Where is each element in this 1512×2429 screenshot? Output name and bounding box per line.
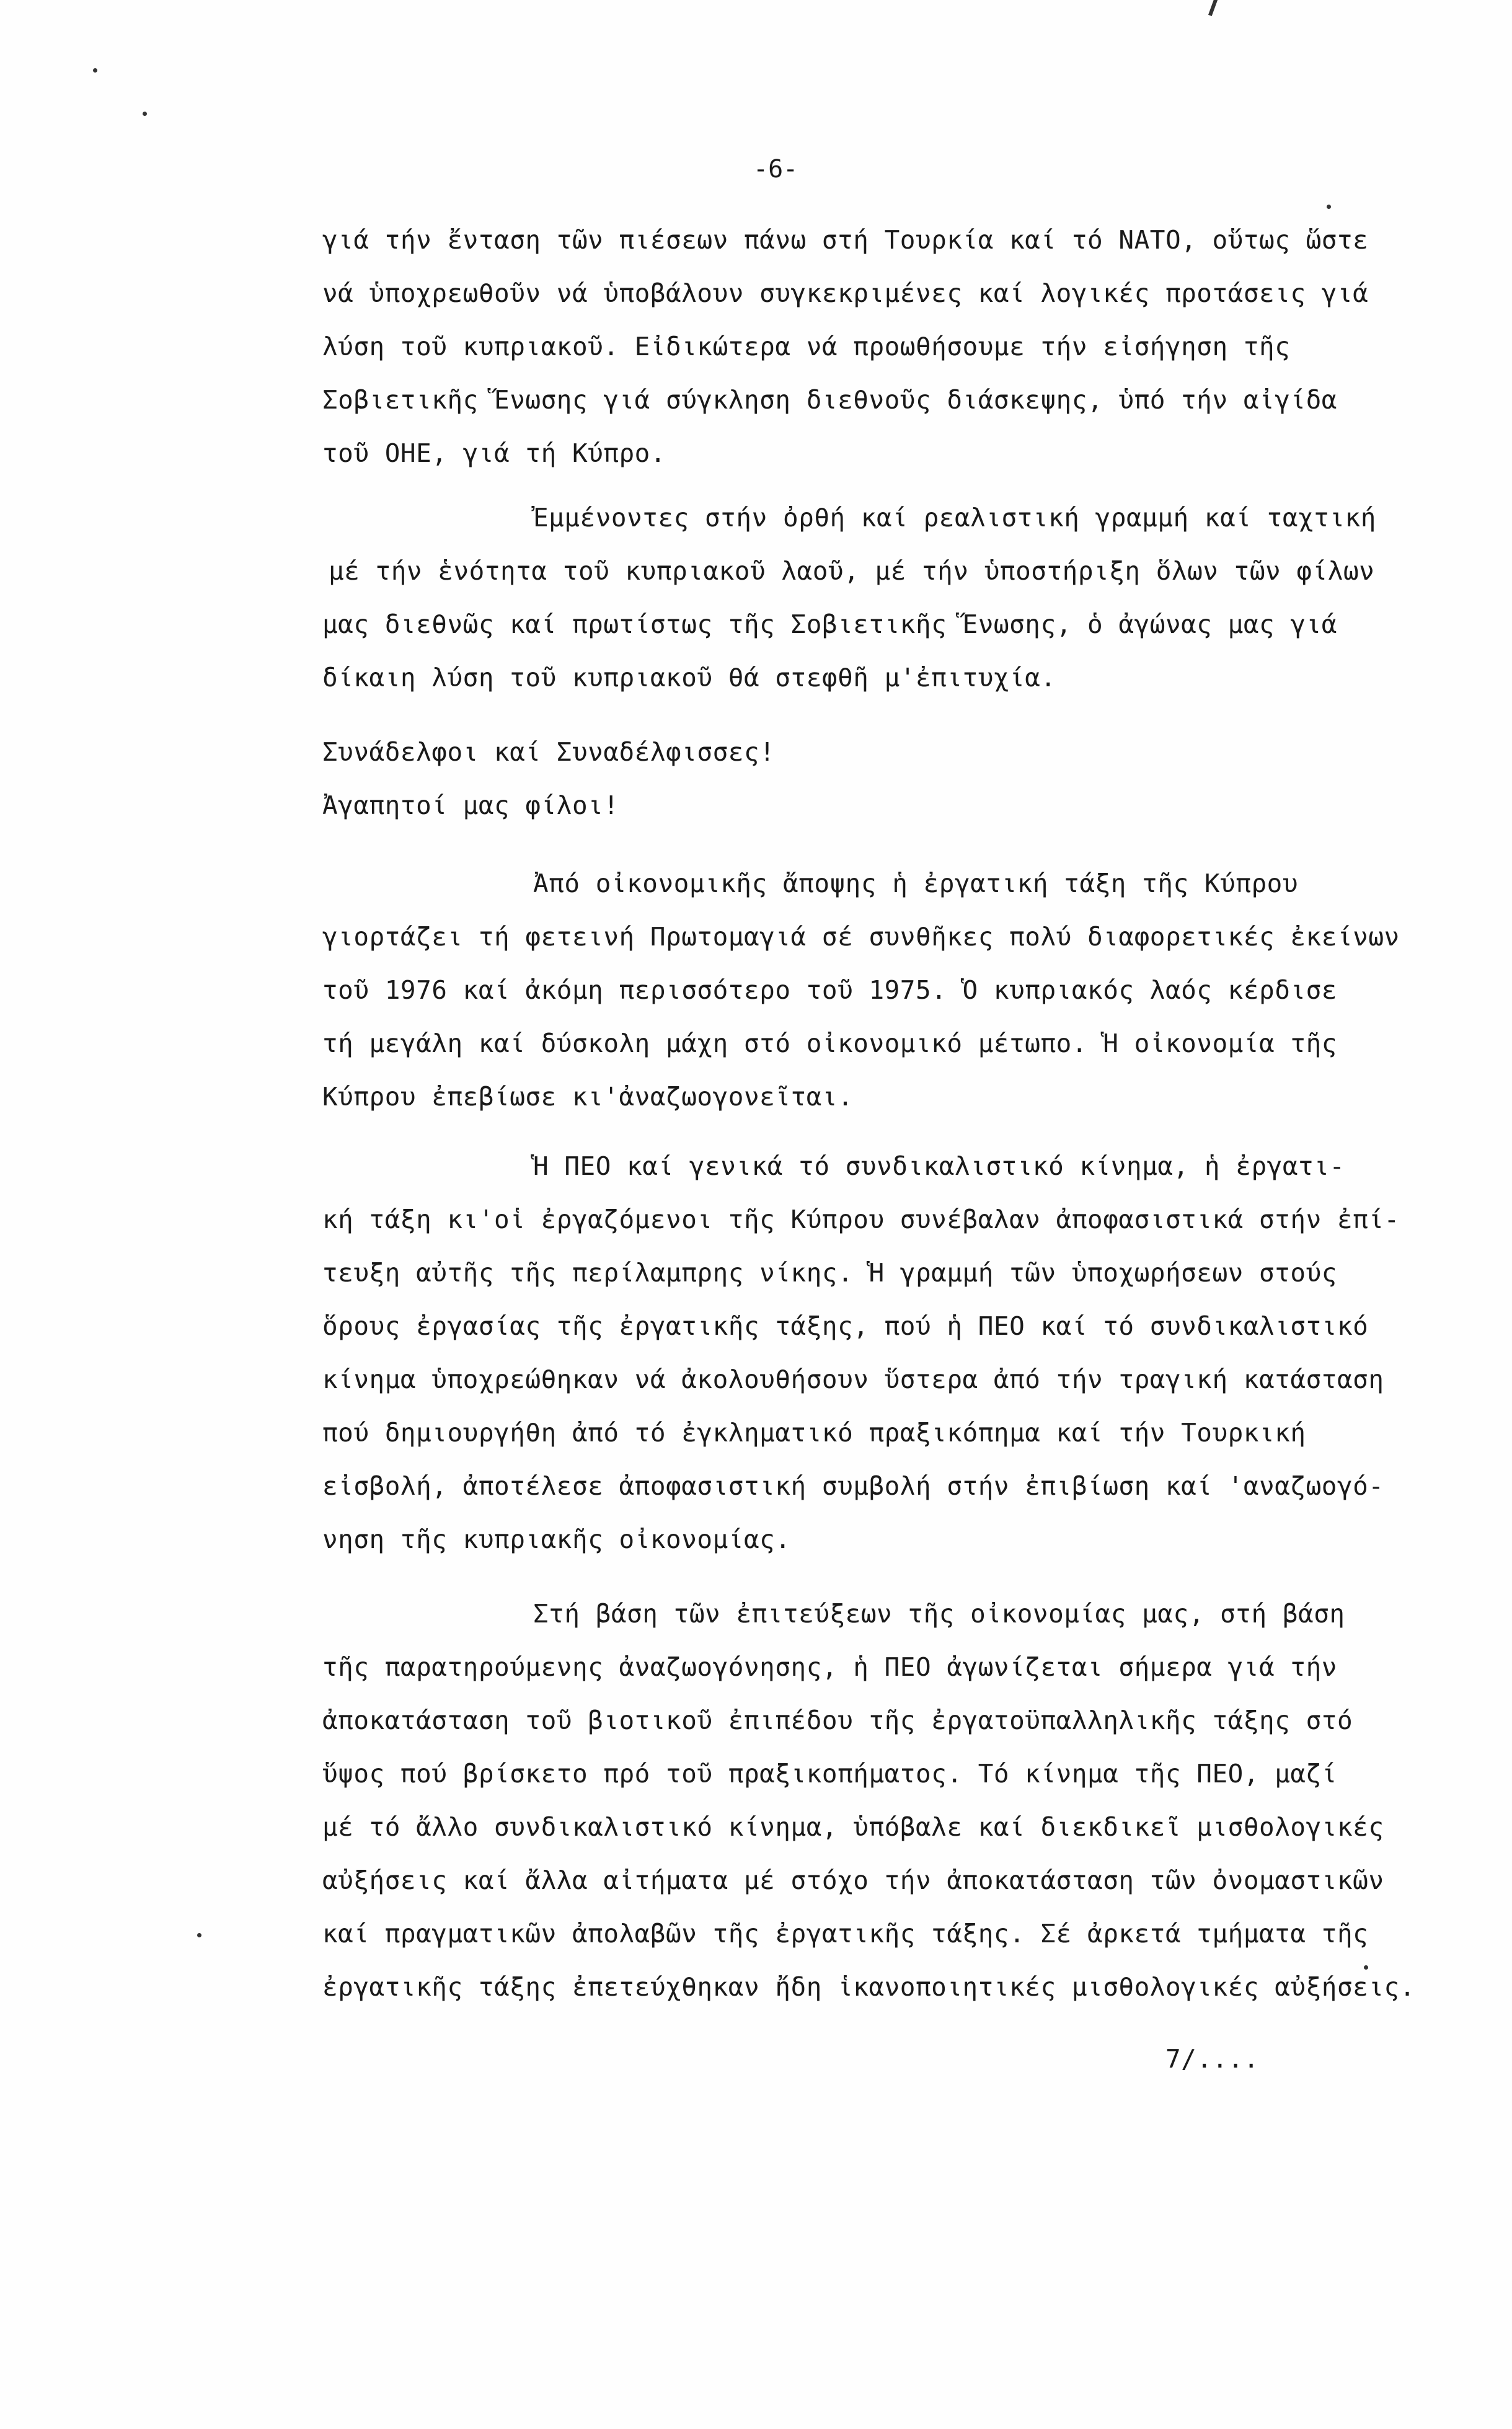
text-line: δίκαιη λύση τοῦ κυπριακοῦ θά στεφθῆ μ'ἐπιτυχία. (322, 663, 1056, 692)
text-line: καί πραγματικῶν ἀπολαβῶν τῆς ἐργατικῆς τάξης. Σέ ἀρκετά τμήματα τῆς (322, 1919, 1369, 1949)
text-line: τευξη αὐτῆς τῆς περίλαμπρης νίκης. Ἡ γραμμή τῶν ὑποχωρήσεων στούς (322, 1258, 1337, 1288)
corner-pen-mark (1208, 0, 1219, 16)
text-line: κίνημα ὑποχρεώθηκαν νά ἀκολουθήσουν ὕστερα ἀπό τήν τραγική κατάσταση (322, 1365, 1384, 1394)
text-line: Ἀπό οἰκονομικῆς ἄποψης ἡ ἐργατική τάξη τῆς Κύπρου (533, 869, 1299, 898)
text-line: μέ τήν ἑνότητα τοῦ κυπριακοῦ λαοῦ, μέ τήν ὑποστήριξη ὅλων τῶν φίλων (329, 556, 1375, 586)
text-line: Ἐμμένοντες στήν ὀρθή καί ρεαλιστική γραμμή καί ταχτική (533, 503, 1376, 533)
scan-speck (1364, 1965, 1368, 1970)
scan-speck (93, 68, 97, 73)
scan-speck (143, 112, 147, 116)
text-line: τῆς παρατηρούμενης ἀναζωογόνησης, ἡ ΠΕΟ ἀγωνίζεται σήμερα γιά τήν (322, 1652, 1337, 1682)
text-line: μας διεθνῶς καί πρωτίστως τῆς Σοβιετικῆς Ἕνωσης, ὁ ἀγώνας μας γιά (322, 609, 1337, 639)
text-line: ἐργατικῆς τάξης ἐπετεύχθηκαν ἤδη ἱκανοποιητικές μισθολογικές αὐξήσεις. (322, 1972, 1415, 2002)
scan-speck (197, 1933, 201, 1937)
text-line: λύση τοῦ κυπριακοῦ. Εἰδικώτερα νά προωθήσουμε τήν εἰσήγηση τῆς (322, 332, 1291, 361)
text-line: νά ὑποχρεωθοῦν νά ὑποβάλουν συγκεκριμένες καί λογικές προτάσεις γιά (322, 278, 1369, 308)
text-line: Στή βάση τῶν ἐπιτεύξεων τῆς οἰκονομίας μας, στή βάση (533, 1599, 1345, 1629)
text-line: ὅρους ἐργασίας τῆς ἐργατικῆς τάξης, πού ἡ ΠΕΟ καί τό συνδικαλιστικό (322, 1311, 1369, 1341)
text-line: Σοβιετικῆς Ἕνωσης γιά σύγκληση διεθνοῦς διάσκεψης, ὑπό τήν αἰγίδα (322, 385, 1337, 415)
continuation-marker: 7/.... (1165, 2044, 1260, 2074)
text-line: Κύπρου ἐπεβίωσε κι'ἀναζωογονεῖται. (322, 1082, 854, 1112)
text-line: τοῦ ΟΗΕ, γιά τή Κύπρο. (322, 438, 666, 468)
text-line: ἀποκατάσταση τοῦ βιοτικοῦ ἐπιπέδου τῆς ἐργατοϋπαλληλικῆς τάξης στό (322, 1706, 1353, 1735)
text-line: πού δημιουργήθη ἀπό τό ἐγκληματικό πραξικόπημα καί τήν Τουρκική (322, 1418, 1306, 1448)
text-line: τοῦ 1976 καί ἀκόμη περισσότερο τοῦ 1975. Ὁ κυπριακός λαός κέρδισε (322, 975, 1337, 1005)
text-line: ὕψος πού βρίσκετο πρό τοῦ πραξικοπήματος. Τό κίνημα τῆς ΠΕΟ, μαζί (322, 1759, 1337, 1789)
page-number: -6- (753, 155, 798, 184)
salutation: Συνάδελφοι καί Συναδέλφισσες! (322, 737, 776, 767)
scan-speck (1327, 205, 1331, 209)
text-line: Ἡ ΠΕΟ καί γενικά τό συνδικαλιστικό κίνημα, ἡ ἐργατι- (533, 1151, 1345, 1181)
text-line: γιορτάζει τή φετεινή Πρωτομαγιά σέ συνθῆκες πολύ διαφορετικές ἐκείνων (322, 922, 1400, 952)
text-line: τή μεγάλη καί δύσκολη μάχη στό οἰκονομικό μέτωπο. Ἡ οἰκονομία τῆς (322, 1029, 1337, 1058)
text-line: εἰσβολή, ἀποτέλεσε ἀποφασιστική συμβολή στήν ἐπιβίωση καί 'αναζωογό- (322, 1471, 1384, 1501)
text-line: νηση τῆς κυπριακῆς οἰκονομίας. (322, 1524, 791, 1554)
text-line: κή τάξη κι'οἱ ἐργαζόμενοι τῆς Κύπρου συνέβαλαν ἀποφασιστικά στήν ἐπί- (322, 1205, 1400, 1234)
text-line: γιά τήν ἔνταση τῶν πιέσεων πάνω στή Τουρκία καί τό ΝΑΤΟ, οὕτως ὥστε (322, 225, 1369, 255)
text-line: μέ τό ἄλλο συνδικαλιστικό κίνημα, ὑπόβαλε καί διεκδικεῖ μισθολογικές (322, 1812, 1384, 1842)
text-line: αὐξήσεις καί ἄλλα αἰτήματα μέ στόχο τήν ἀποκατάσταση τῶν ὀνομαστικῶν (322, 1865, 1384, 1895)
salutation: Ἀγαπητοί μας φίλοι! (322, 790, 619, 820)
